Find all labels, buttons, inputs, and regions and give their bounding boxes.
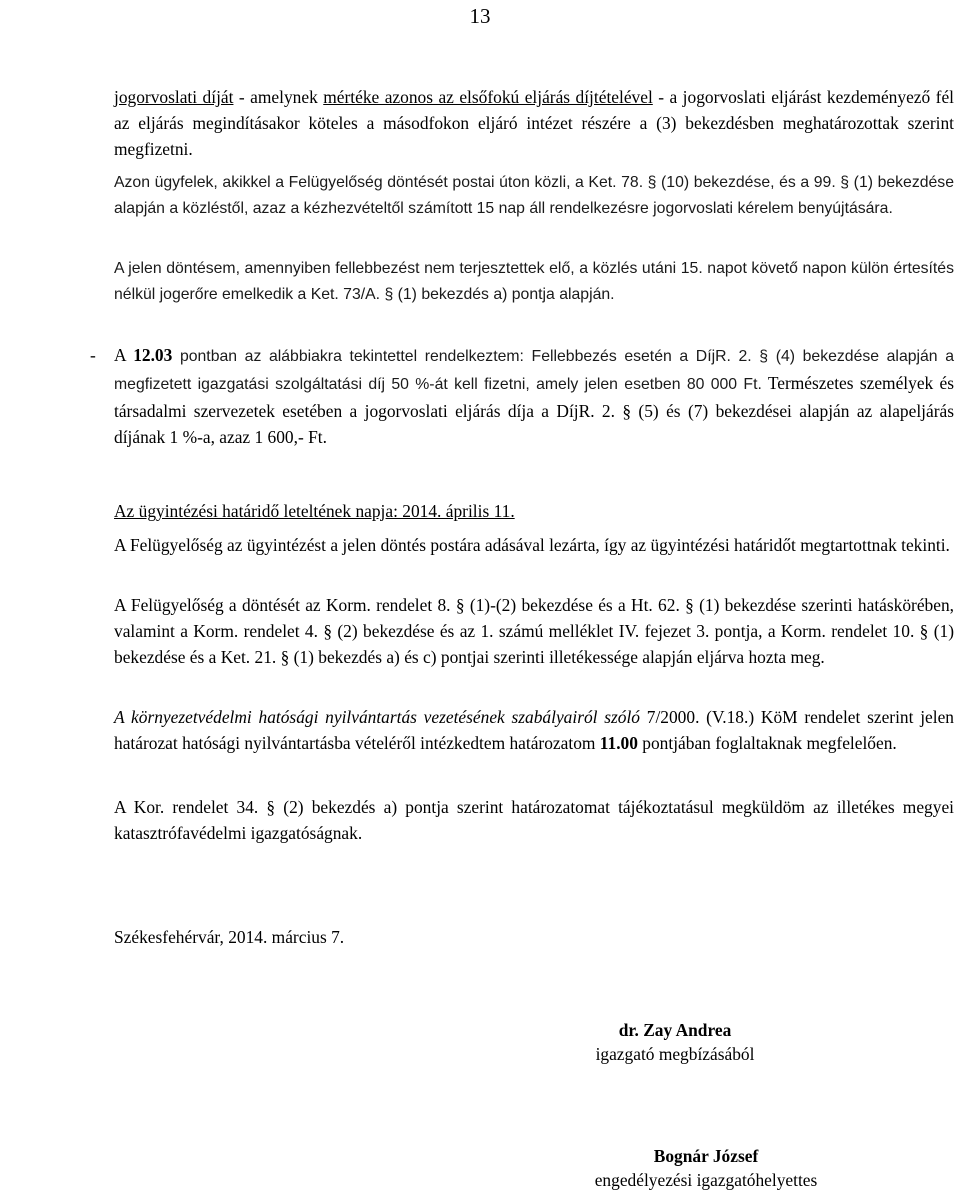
paragraph-appeal-fee: [114, 84, 954, 162]
deadline-line: Az ügyintézési határidő leteltének napja: 2014. április 11.: [114, 501, 515, 521]
bullet-rest: Természetes személyek és társadalmi szervezetek esetében a jogorvoslati eljárás díja a DíjR. 2. § (5) és (7) bekezdései alapján az alapeljárás díjának 1 %-a, azaz 1 600,- Ft.: [114, 373, 955, 447]
bullet-point-ref: 12.03: [133, 345, 173, 365]
paragraph-finality: A jelen döntésem, amennyiben fellebbezést nem terjesztettek elő, a közlés utáni 15. napot követő napon külön értesítés nélkül jogerőre emelkedik a Ket. 73/A. § (1) bekezdés a) pontja alapján.: [114, 260, 954, 303]
signatory-role: engedélyezési igazgatóhelyettes: [594, 1170, 818, 1190]
page-number: 13: [469, 4, 491, 28]
paragraph-jurisdiction: A Felügyelőség a döntését az Korm. rendelet 8. § (1)-(2) bekezdése és a Ht. 62. § (1) bekezdése szerinti hatáskörében, valamint a Korm. rendelet 4. § (2) bekezdése és az 1. számú melléklet IV. fejezet 3. pontja, a Korm. rendelet 10. § (1) bekezdése és a Ket. 21. § (1) bekezdés a) és c) pontjai szerinti illetékessége alapján eljárva hozta meg.: [114, 595, 954, 667]
paragraph-notification: A Kor. rendelet 34. § (2) bekezdés a) pontja szerint határozatomat tájékoztatásul megküldöm az illetékes megyei katasztrófavédelmi igazgatóságnak.: [114, 797, 954, 843]
signatory-role: igazgató megbízásából: [595, 1044, 755, 1064]
bullet-prefix: A: [114, 345, 134, 365]
bullet-body: pontban az alábbiakra tekintettel rendelkeztem: Fellebbezés esetén a DíjR. 2. § (4) bekezdése alapján a megfizetett igazgatási szolgáltatási díj 50 %-át kell fizetni, amely jelen esetben 80 000 Ft.: [114, 348, 954, 393]
registry-regulation-title: A környezetvédelmi hatósági nyilvántartás vezetésének szabályairól szóló: [114, 707, 641, 727]
paragraph-postal-delivery: Azon ügyfelek, akikkel a Felügyelőség döntését postai úton közli, a Ket. 78. § (10) bekezdése, és a 99. § (1) bekezdése alapján a közléstől, azaz a kézhezvételtől számított 15 nap áll rendelkezésre jogorvoslati kérelem benyújtására.: [114, 174, 954, 217]
signature-block-2: [556, 1144, 856, 1192]
registry-point-ref: 11.00: [599, 733, 638, 753]
registry-text: 7/2000. (V.18.) KöM rendelet szerint jelen határozat hatósági nyilvántartásba vételéről intézkedtem határozatom: [114, 707, 954, 753]
appeal-fee-term: jogorvoslati díját: [114, 87, 234, 107]
registry-end: pontjában foglaltaknak megfelelően.: [637, 733, 897, 753]
signatory-name: dr. Zay Andrea: [618, 1020, 732, 1040]
signatory-name: Bognár József: [653, 1146, 759, 1166]
place-and-date: Székesfehérvár, 2014. március 7.: [114, 927, 345, 947]
paragraph-appeal-fee-detail: [114, 342, 954, 450]
paragraph-closure: A Felügyelőség az ügyintézést a jelen döntés postára adásával lezárta, így az ügyintézési határidőt megtartottnak tekinti.: [114, 535, 950, 555]
signature-block-1: [560, 1018, 790, 1066]
bullet-dash: -: [90, 345, 96, 365]
appeal-fee-rest: - a jogorvoslati eljárást kezdeményező fél az eljárás megindításakor köteles a másodfokon eljáró intézet részére a (3) bekezdésben meghatározottak szerint megfizetni.: [114, 87, 955, 159]
appeal-fee-dash: - amelynek: [233, 87, 324, 107]
paragraph-registry: [114, 704, 954, 756]
appeal-fee-amount-term: mértéke azonos az elsőfokú eljárás díjtételével: [323, 87, 653, 107]
